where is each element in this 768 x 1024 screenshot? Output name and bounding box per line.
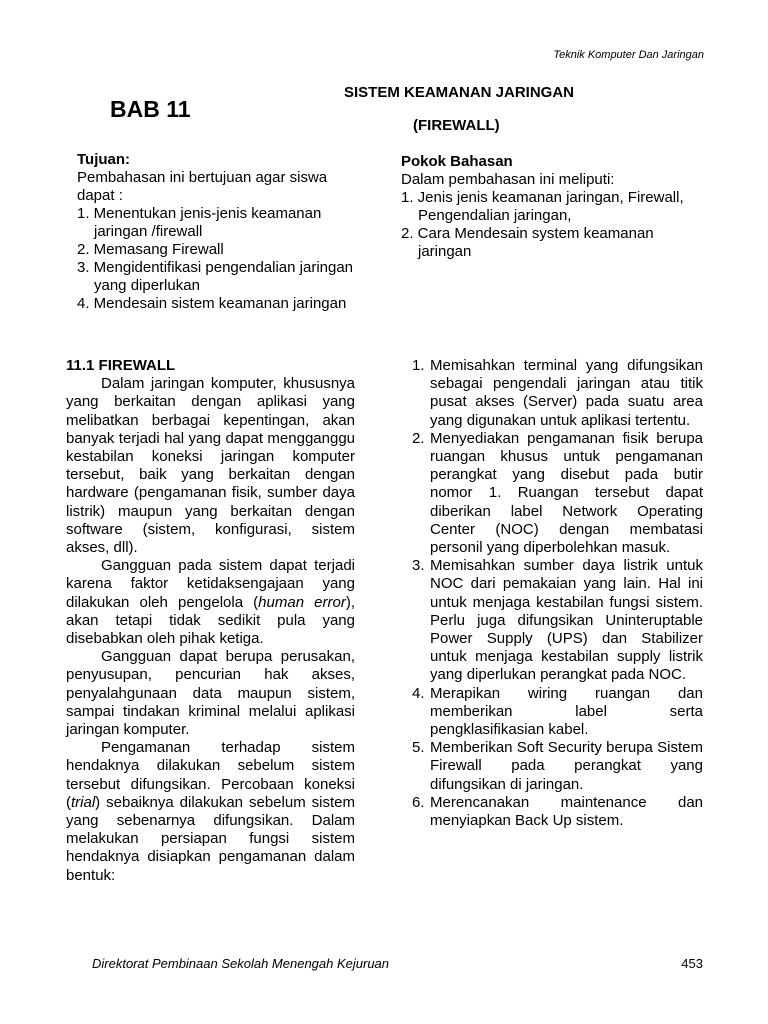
measure-text: Merapikan wiring ruangan dan memberikan label serta pengklasifikasian kabel. — [430, 684, 703, 739]
paragraph — [66, 739, 355, 885]
measure-text: Menyediakan pengamanan fisik berupa ruangan khusus untuk pengamanan perangkat yang disebut pada butir nomor 1. Ruangan tersebut dapat diberikan label Network Operating Center (NOC) dengan membatasi personil yang diperbolehkan masuk. — [430, 429, 703, 557]
measure-item — [412, 794, 703, 830]
measure-text: Memberikan Soft Security berupa Sistem Firewall pada perangkat yang difungsikan di jaringan. — [430, 739, 703, 793]
chapter-label: BAB 11 — [110, 96, 191, 122]
objectives-intro: Pembahasan ini bertujuan agar siswa dapat : — [77, 169, 328, 204]
measure-item — [412, 357, 703, 430]
measure-number: 5. — [412, 739, 425, 757]
topics-list — [401, 189, 701, 261]
objective-item: 4. Mendesain sistem keamanan jaringan — [77, 295, 347, 312]
paragraph-text: ), akan tetapi tidak sedikit pula yang disebabkan oleh pihak ketiga. — [66, 593, 356, 648]
measures-list — [412, 357, 703, 830]
paragraph-text: Pengamanan terhadap sistem hendaknya dilakukan sebelum sistem tersebut difungsikan. Percobaan koneksi ( — [66, 739, 355, 811]
measure-number: 2. — [412, 429, 425, 447]
section-heading: 11.1 FIREWALL — [66, 357, 176, 374]
objective-item: 3. Mengidentifikasi pengendalian jaringan yang diperlukan — [77, 259, 354, 294]
running-header: Teknik Komputer Dan Jaringan — [553, 49, 704, 61]
topic-item: 2. Cara Mendesain system keamanan jaringan — [401, 225, 654, 260]
page-number: 453 — [681, 956, 703, 971]
paragraph: Gangguan dapat berupa perusakan, penyusupan, pencurian hak akses, penyalahgunaan data maupun sistem, sampai tindakan kriminal melalui aplikasi jaringan komputer. — [66, 648, 355, 739]
measure-item — [412, 430, 703, 557]
measure-number: 3. — [412, 557, 425, 575]
topics-heading: Pokok Bahasan — [401, 153, 513, 170]
measure-item — [412, 739, 703, 794]
objective-item: 2. Memasang Firewall — [77, 241, 224, 258]
measure-number: 6. — [412, 793, 425, 811]
footer-publisher: Direktorat Pembinaan Sekolah Menengah Kejuruan — [92, 956, 390, 971]
objectives-heading: Tujuan: — [77, 151, 131, 168]
objectives-block — [77, 151, 367, 313]
measure-text: Merencanakan maintenance dan menyiapkan Back Up sistem. — [430, 793, 703, 830]
measure-text: Memisahkan sumber daya listrik untuk NOC dari pemakaian yang lain. Hal ini untuk menjaga kestabilan fungsi sistem. Perlu juga difungsikan Uninteruptable Power Supply (UPS) dan Stabilizer untuk menjaga kestabilan supply listrik yang diperlukan perangkat pada NOC. — [430, 557, 703, 684]
paragraph-text: ) sebaiknya dilakukan sebelum sistem yang sebenarnya difungsikan. Dalam melakukan persiapan fungsi sistem hendaknya disiapkan pengamanan dalam bentuk: — [66, 793, 355, 884]
paragraph-text: Gangguan pada sistem dapat terjadi karena faktor ketidaksengajaan yang dilakukan oleh pengelola ( — [66, 557, 355, 611]
paragraph: Dalam jaringan komputer, khususnya yang berkaitan dengan aplikasi yang melibatkan berbagai kepentingan, akan banyak terjadi hal yang dapat mengganggu kestabilan koneksi jaringan komputer tersebut, baik yang berkaitan dengan hardware (pengamanan fisik, sumber daya listrik) maupun yang berkaitan dengan software (sistem, konfigurasi, sistem akses, dll). — [66, 375, 355, 557]
chapter-title-line1: SISTEM KEAMANAN JARINGAN — [344, 84, 575, 101]
objective-item: 1. Menentukan jenis-jenis keamanan jaringan /firewall — [77, 205, 322, 240]
emphasis: trial — [71, 793, 96, 811]
topic-item: 1. Jenis jenis keamanan jaringan, Firewall, Pengendalian jaringan, — [401, 189, 684, 224]
measure-text: Memisahkan terminal yang difungsikan sebagai pengendali jaringan atau titik pusat akses (Server) pada suatu area yang digunakan untuk aplikasi tertentu. — [430, 357, 703, 429]
right-column — [412, 357, 703, 830]
measure-number: 4. — [412, 684, 425, 702]
left-column — [66, 357, 355, 885]
measure-item — [412, 557, 703, 684]
chapter-title-line2: (FIREWALL) — [413, 117, 500, 134]
topics-intro: Dalam pembahasan ini meliputi: — [401, 171, 615, 188]
measure-number: 1. — [412, 357, 425, 374]
objectives-list — [77, 205, 367, 313]
topics-block — [401, 153, 701, 261]
measure-item — [412, 685, 703, 740]
paragraph — [66, 557, 355, 648]
emphasis: human error — [258, 593, 346, 611]
